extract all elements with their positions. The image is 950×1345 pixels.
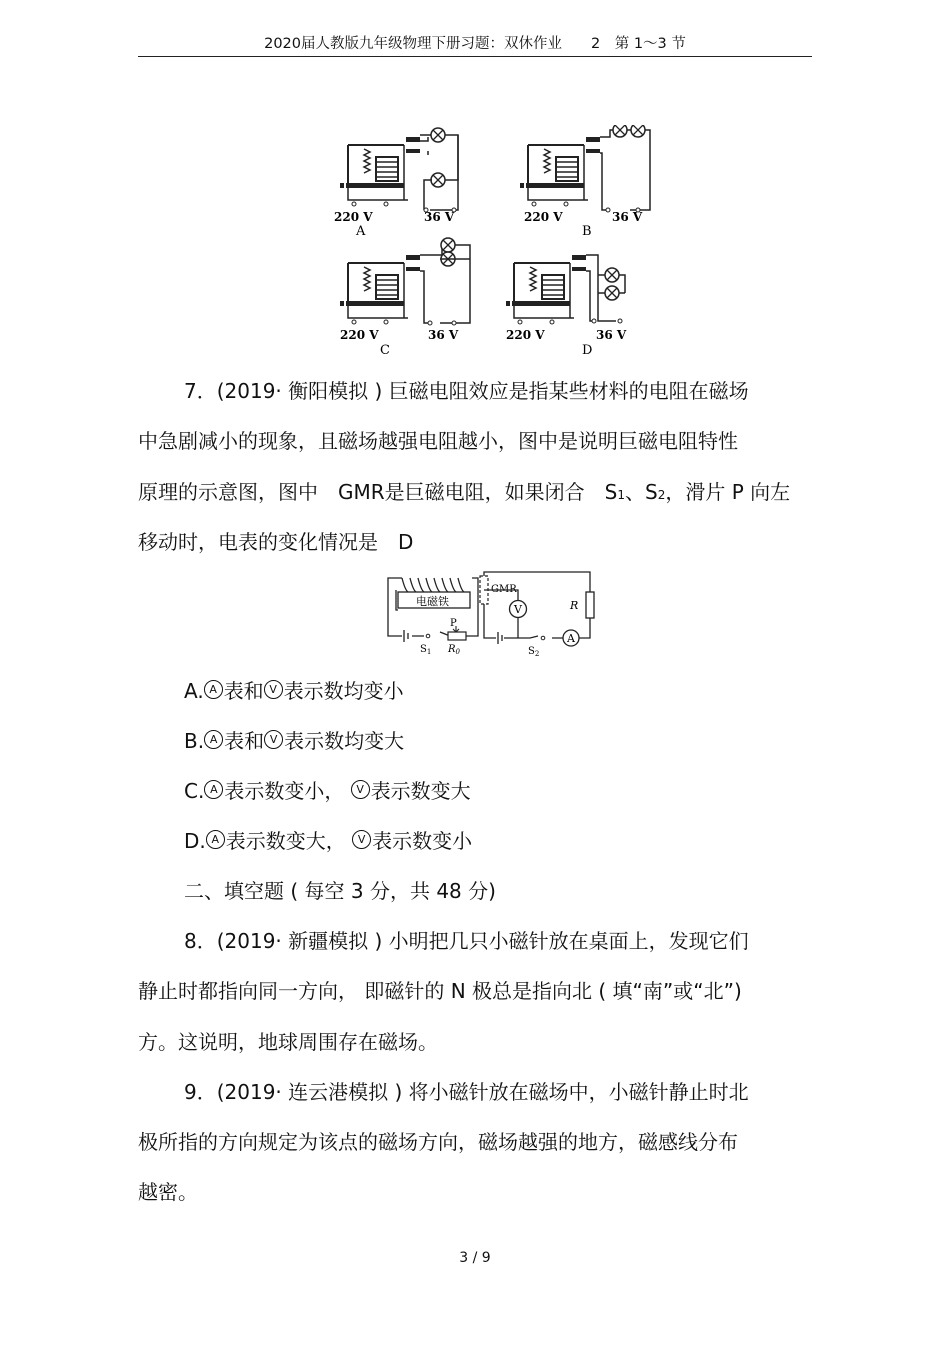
- page-number: 3 / 9: [459, 1250, 491, 1266]
- page-header: 2020届人教版九年级物理下册习题：双休作业 2 第 1～3 节: [138, 34, 812, 57]
- option-b: [184, 728, 404, 754]
- q7-line-4: 移动时，电表的变化情况是 D: [138, 530, 414, 554]
- option-text: 表示数变大，: [225, 829, 353, 853]
- voltage-label: 220 V: [340, 328, 379, 342]
- option-a: [184, 678, 404, 704]
- option-text: 表示数均变大: [284, 729, 405, 753]
- ammeter-icon: A: [204, 780, 223, 799]
- q8-line-1: 8．(2019· 新疆模拟 ) 小明把几只小磁针放在桌面上，发现它们: [184, 929, 749, 953]
- gmr-circuit-figure: [378, 570, 600, 662]
- option-label: C: [380, 343, 390, 358]
- resistor-label: R: [570, 599, 579, 612]
- switch-label: $S_2$: [528, 646, 540, 658]
- switch-label: $S_1$: [420, 644, 432, 656]
- ammeter-icon: A: [204, 730, 223, 749]
- section-heading: 二、填空题 ( 每空 3 分，共 48 分): [184, 879, 496, 903]
- option-text: 表和: [223, 679, 264, 703]
- voltmeter-icon: V: [351, 780, 370, 799]
- q7-line-3-text: ，滑片 P 向左: [665, 480, 791, 504]
- voltage-label: 36 V: [424, 210, 455, 224]
- q7-line-3-text: 、S: [625, 480, 658, 504]
- voltmeter-label: V: [514, 603, 522, 616]
- q8-line-2: 静止时都指向同一方向， 即磁针的 N 极总是指向北 ( 填“南”或“北”): [138, 979, 742, 1003]
- option-label: A: [356, 224, 366, 239]
- q7-line-3: [138, 479, 790, 508]
- option-c: [184, 778, 471, 804]
- option-text: 表示数均变小: [283, 679, 404, 703]
- resistor-label: $R_0$: [448, 644, 460, 656]
- q7-line-2: 中急剧减小的现象，且磁场越强电阻越小，图中是说明巨磁电阻特性: [138, 429, 738, 453]
- voltage-label: 36 V: [596, 328, 627, 342]
- option-text: 表示数变小: [372, 829, 473, 853]
- option-letter: D.: [184, 829, 206, 853]
- option-text: 表和: [224, 729, 265, 753]
- relay-circuit-figure: [320, 125, 660, 360]
- option-label: B: [582, 224, 592, 239]
- option-text: 表示数变大: [370, 779, 471, 803]
- option-letter: A.: [184, 679, 204, 703]
- voltage-label: 220 V: [334, 210, 373, 224]
- ammeter-label: A: [567, 632, 575, 645]
- option-text: 表示数变小，: [224, 779, 351, 803]
- subscript: 2: [657, 488, 666, 502]
- option-letter: B.: [184, 729, 205, 753]
- voltmeter-icon: V: [264, 730, 283, 749]
- ammeter-icon: A: [206, 830, 225, 849]
- voltmeter-icon: V: [264, 680, 283, 699]
- voltage-label: 36 V: [428, 328, 459, 342]
- q9-line-1: 9．(2019· 连云港模拟 ) 将小磁针放在磁场中，小磁针静止时北: [184, 1080, 749, 1104]
- q9-line-2: 极所指的方向规定为该点的磁场方向，磁场越强的地方，磁感线分布: [138, 1130, 738, 1154]
- slider-label: P: [450, 618, 457, 629]
- subscript: 1: [617, 488, 625, 502]
- option-letter: C.: [184, 779, 205, 803]
- voltage-label: 36 V: [612, 210, 643, 224]
- ammeter-icon: A: [204, 680, 223, 699]
- q8-line-3: 方。这说明，地球周围存在磁场。: [138, 1030, 438, 1054]
- option-label: D: [582, 343, 593, 358]
- q7-line-3-text: 原理的示意图，图中 GMR是巨磁电阻，如果闭合 S: [138, 480, 618, 504]
- gmr-label: GMR: [491, 584, 517, 595]
- voltage-label: 220 V: [524, 210, 563, 224]
- voltmeter-icon: V: [352, 830, 371, 849]
- option-d: [184, 828, 472, 854]
- q9-line-3: 越密。: [138, 1180, 198, 1204]
- q7-line-1: 7．(2019· 衡阳模拟 ) 巨磁电阻效应是指某些材料的电阻在磁场: [184, 379, 749, 403]
- electromagnet-label: 电磁铁: [416, 595, 449, 608]
- voltage-label: 220 V: [506, 328, 545, 342]
